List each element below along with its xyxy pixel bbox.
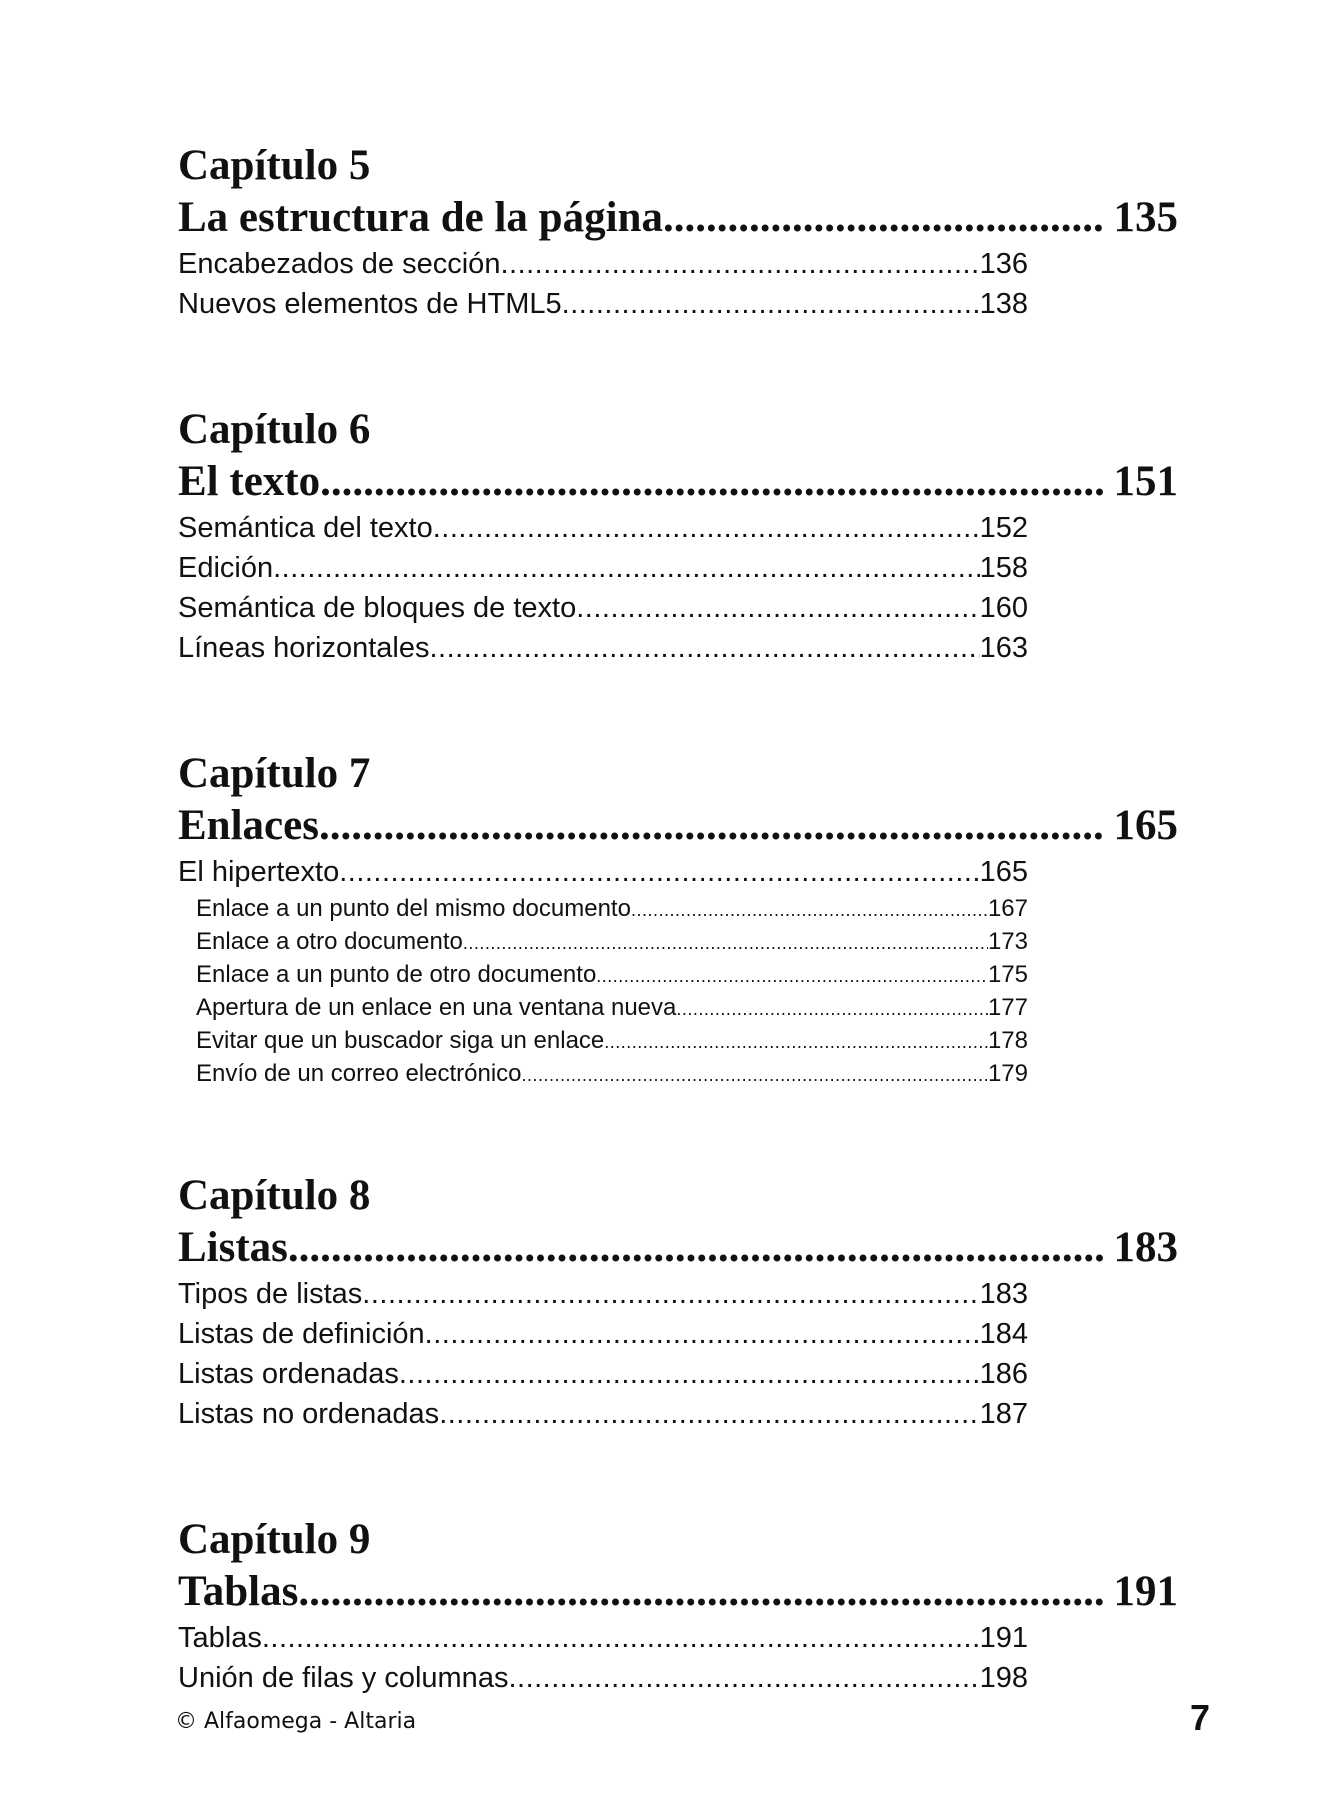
chapter-block [178,748,1178,1090]
dot-leader [439,1394,979,1434]
chapter-title-entry-page: 151 [1113,458,1178,505]
section-entry[interactable] [178,548,1028,588]
chapter-block [178,1170,1178,1434]
chapter-title-entry-title: Tablas [178,1568,299,1615]
subsection-entry-page: 177 [987,994,1028,1021]
subsection-entry-page: 175 [987,961,1028,988]
dot-leader [508,1658,979,1698]
section-entry[interactable] [178,1314,1028,1354]
dot-leader [288,1222,1104,1274]
chapter-title-entry-title: Listas [178,1224,288,1271]
section-entry[interactable] [178,1394,1028,1434]
chapter-label: Capítulo 5 [178,142,371,189]
section-entry-title: Tablas [178,1622,262,1654]
section-entry-page: 136 [979,248,1028,280]
subsection-entry-page: 167 [987,895,1028,922]
chapter-label: Capítulo 6 [178,406,371,453]
section-entry-title: Listas ordenadas [178,1358,399,1390]
section-entry-page: 163 [979,632,1028,664]
chapter-title-entry[interactable] [178,800,1178,852]
section-entry[interactable] [178,1354,1028,1394]
section-entry[interactable] [178,1274,1028,1314]
dot-leader [273,548,979,588]
dot-leader [500,244,979,284]
section-entry-page: 198 [979,1662,1028,1694]
chapter-block [178,1514,1178,1698]
section-entry-title: Listas de definición [178,1318,425,1350]
dot-leader [562,284,980,324]
chapter-label: Capítulo 7 [178,750,371,797]
chapter-block [178,140,1178,324]
subsection-entry[interactable] [178,1024,1028,1057]
section-entry-page: 187 [979,1398,1028,1430]
subsection-entry-title: Enlace a un punto del mismo documento [196,895,631,922]
chapter-title-entry-title: La estructura de la página [178,194,663,241]
section-entry[interactable] [178,628,1028,668]
subsection-entry-title: Enlace a otro documento [196,928,463,955]
dot-leader [676,993,988,1024]
section-entry-page: 186 [979,1358,1028,1390]
table-of-contents [178,140,1178,1698]
dot-leader [430,628,980,668]
dot-leader [463,927,988,958]
dot-leader [596,960,988,991]
chapter-label: Capítulo 8 [178,1172,371,1219]
chapter-label: Capítulo 9 [178,1516,371,1563]
section-entry[interactable] [178,508,1028,548]
dot-leader [320,456,1103,508]
dot-leader [576,588,979,628]
subsection-entry-title: Envío de un correo electrónico [196,1060,522,1087]
section-entry[interactable] [178,588,1028,628]
dot-leader [604,1026,988,1057]
chapter-title-entry-title: Enlaces [178,802,319,849]
chapter-block [178,404,1178,668]
section-entry-title: El hipertexto [178,856,340,888]
section-entry-title: Nuevos elementos de HTML5 [178,288,562,320]
section-entry-title: Líneas horizontales [178,632,430,664]
subsection-entry[interactable] [178,925,1028,958]
section-entry-title: Edición [178,552,274,584]
subsection-entry-title: Enlace a un punto de otro documento [196,961,597,988]
subsection-entry[interactable] [178,991,1028,1024]
dot-leader [425,1314,980,1354]
section-entry-title: Tipos de listas [178,1278,363,1310]
section-entry-title: Listas no ordenadas [178,1398,440,1430]
subsection-entry[interactable] [178,1057,1028,1090]
section-entry[interactable] [178,1618,1028,1658]
section-entry-page: 191 [979,1622,1028,1654]
subsection-entry-title: Evitar que un buscador siga un enlace [196,1027,605,1054]
dot-leader [399,1354,980,1394]
section-entry-page: 152 [979,512,1028,544]
section-entry-page: 184 [979,1318,1028,1350]
section-entry-page: 138 [979,288,1028,320]
chapter-title-entry-title: El texto [178,458,321,505]
dot-leader [522,1059,988,1090]
footer-page-number: 7 [1189,1697,1211,1738]
chapter-title-entry[interactable] [178,456,1178,508]
dot-leader [262,1618,980,1658]
chapter-title-entry[interactable] [178,192,1178,244]
chapter-title-entry-page: 135 [1113,194,1178,241]
section-entry-page: 165 [979,856,1028,888]
section-entry-title: Semántica del texto [178,512,433,544]
section-entry[interactable] [178,284,1028,324]
subsection-entry-page: 179 [987,1060,1028,1087]
dot-leader [433,508,980,548]
section-entry[interactable] [178,852,1028,892]
dot-leader [339,852,979,892]
section-entry-page: 160 [979,592,1028,624]
section-entry-title: Unión de filas y columnas [178,1662,509,1694]
subsection-entry[interactable] [178,958,1028,991]
section-entry-title: Semántica de bloques de texto [178,592,577,624]
subsection-entry-page: 173 [987,928,1028,955]
section-entry-page: 158 [979,552,1028,584]
subsection-entry-title: Apertura de un enlace en una ventana nueva [196,994,677,1021]
chapter-title-entry[interactable] [178,1222,1178,1274]
section-entry[interactable] [178,1658,1028,1698]
subsection-entry[interactable] [178,892,1028,925]
dot-leader [319,800,1104,852]
dot-leader [362,1274,979,1314]
section-entry-title: Encabezados de sección [178,248,501,280]
chapter-title-entry-page: 183 [1113,1224,1178,1271]
chapter-title-entry-page: 165 [1113,802,1178,849]
dot-leader [663,192,1104,244]
chapter-title-entry[interactable] [178,1566,1178,1618]
section-entry[interactable] [178,244,1028,284]
section-entry-page: 183 [979,1278,1028,1310]
chapter-title-entry-page: 191 [1113,1568,1178,1615]
subsection-entry-page: 178 [987,1027,1028,1054]
dot-leader [298,1566,1103,1618]
dot-leader [631,894,988,925]
footer-copyright: © Alfaomega - Altaria [175,1709,417,1734]
